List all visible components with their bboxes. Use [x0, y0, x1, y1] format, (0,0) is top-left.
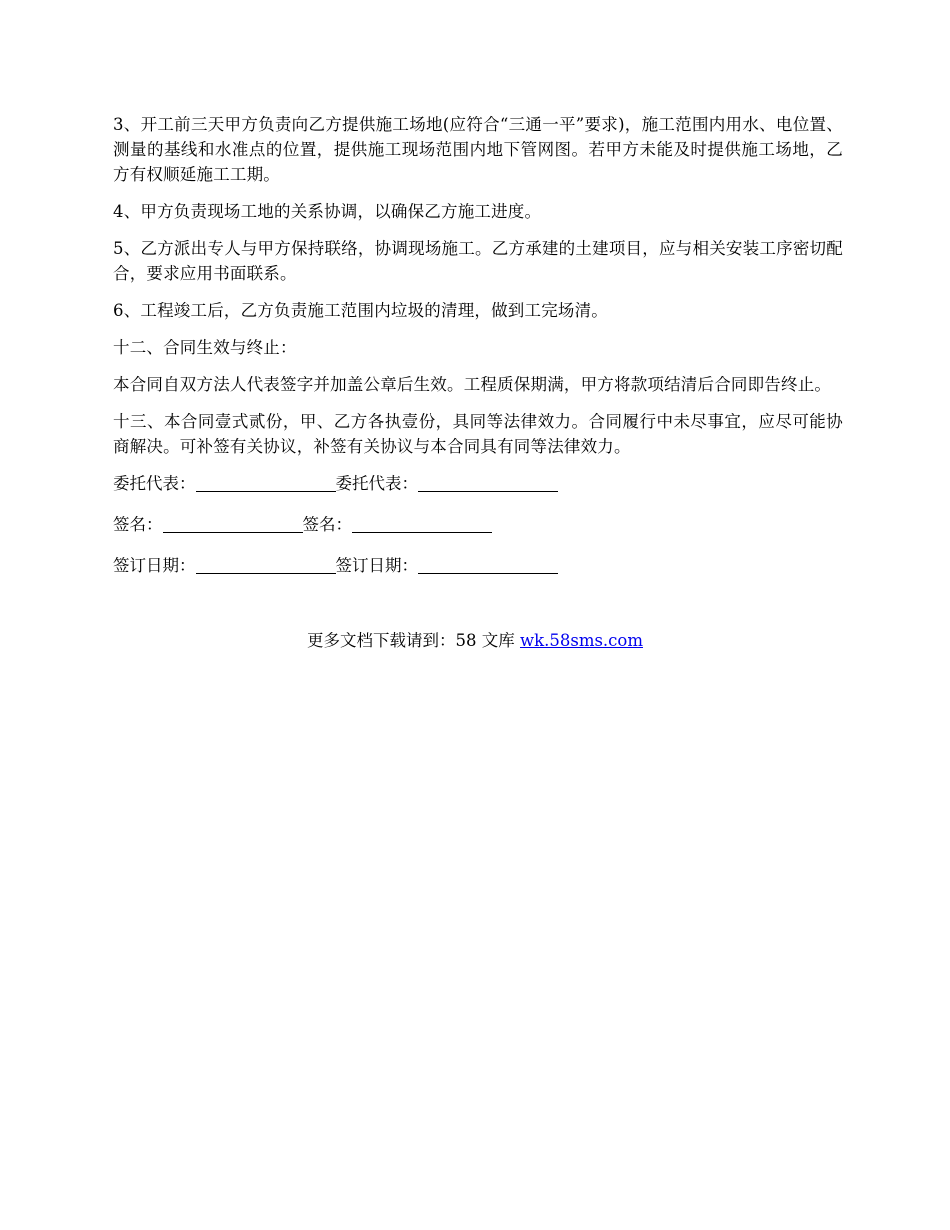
sign-blank-party-b[interactable]: [352, 514, 492, 533]
paragraph-clause-6: 6、工程竣工后，乙方负责施工范围内垃圾的清理，做到工完场清。: [113, 301, 608, 320]
date-label-party-b: 签订日期：: [335, 556, 418, 575]
paragraph-section-13: 十三、本合同壹式贰份，甲、乙方各执壹份，具同等法律效力。合同履行中未尽事宜，应尽可能协商解决。可补签有关协议，补签有关协议与本合同具有同等法律效力。: [113, 412, 843, 456]
date-blank-party-a[interactable]: [196, 555, 336, 574]
document-body: [113, 112, 843, 594]
date-blank-party-b[interactable]: [418, 555, 558, 574]
representative-signature-row: [113, 471, 843, 497]
sign-label-party-a: 签名：: [113, 515, 163, 534]
date-label-party-a: 签订日期：: [113, 556, 196, 575]
paragraph-effect-termination: 本合同自双方法人代表签字并加盖公章后生效。工程质保期满，甲方将款项结清后合同即告终止。: [113, 375, 832, 394]
sign-name-row: [113, 512, 843, 538]
representative-blank-party-b[interactable]: [418, 473, 558, 492]
footer: [0, 628, 950, 654]
sign-label-party-b: 签名：: [302, 515, 352, 534]
section-heading-effect-termination: 十二、合同生效与终止：: [113, 338, 297, 357]
sign-date-row: [113, 553, 843, 579]
footer-link[interactable]: wk.58sms.com: [519, 631, 643, 650]
paragraph-clause-4: 4、甲方负责现场工地的关系协调，以确保乙方施工进度。: [113, 202, 542, 221]
paragraph-clause-5: 5、乙方派出专人与甲方保持联络，协调现场施工。乙方承建的土建项目，应与相关安装工序密切配合，要求应用书面联系。: [113, 239, 843, 283]
representative-label-party-a: 委托代表：: [113, 474, 196, 493]
representative-label-party-b: 委托代表：: [335, 474, 418, 493]
paragraph-clause-3: 3、开工前三天甲方负责向乙方提供施工场地(应符合“三通一平”要求)，施工范围内用水、电位置、测量的基线和水准点的位置，提供施工现场范围内地下管网图。若甲方未能及时提供施工场地，乙方有权顺延施工工期。: [113, 115, 843, 184]
representative-blank-party-a[interactable]: [196, 473, 336, 492]
sign-blank-party-a[interactable]: [163, 514, 303, 533]
footer-text: 更多文档下载请到：58 文库: [306, 631, 520, 650]
